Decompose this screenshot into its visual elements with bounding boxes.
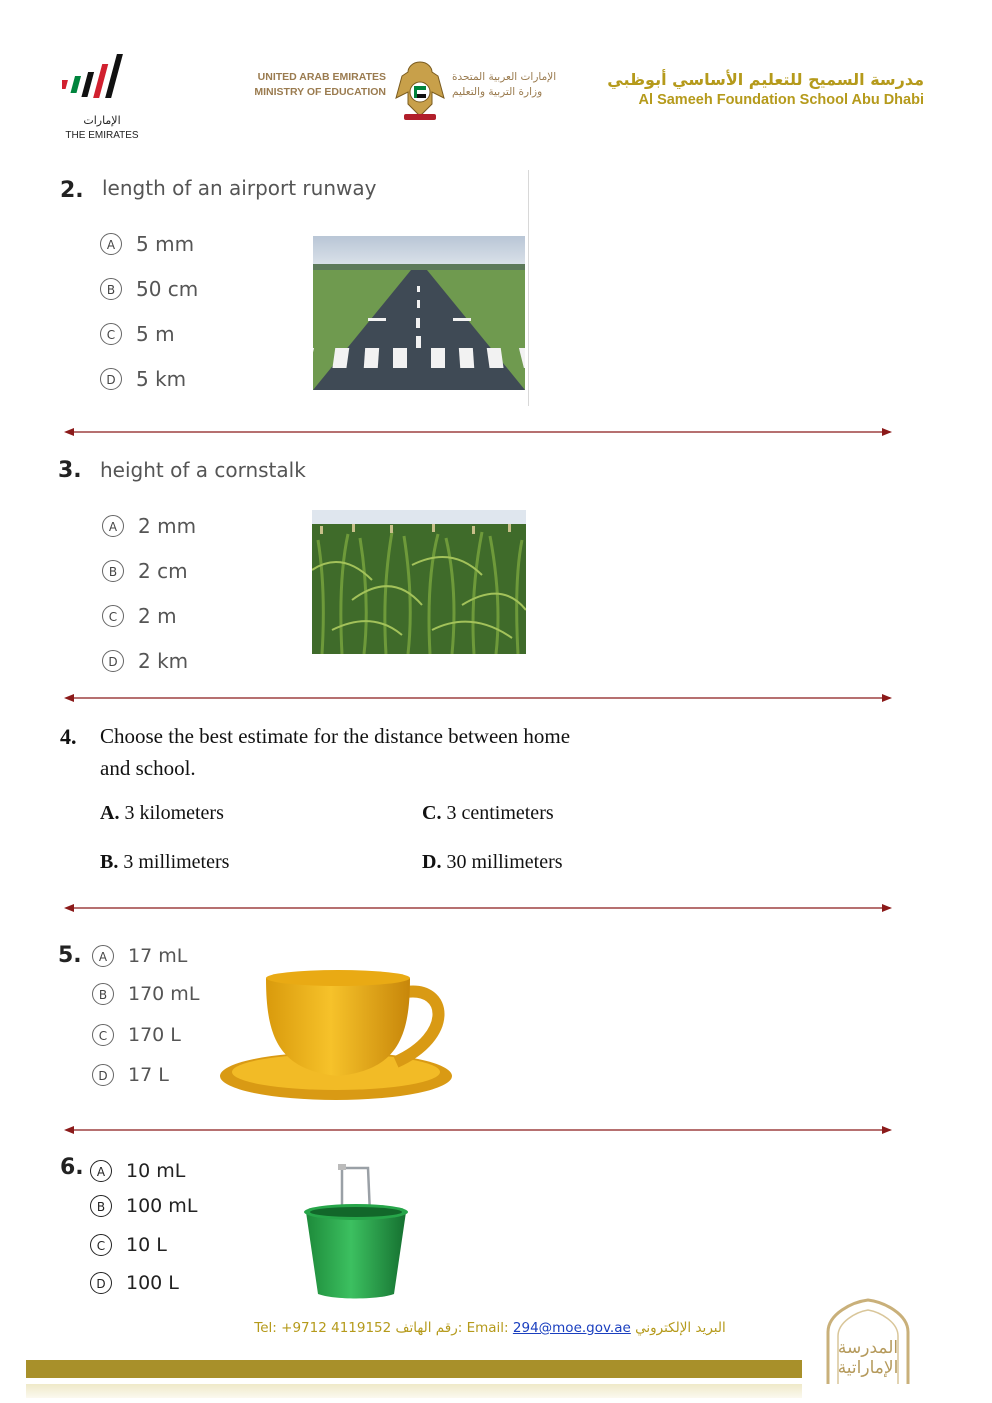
option-letter-circle: D: [90, 1272, 112, 1294]
question-4-option-c[interactable]: [422, 802, 554, 825]
option-text: 17 mL: [128, 945, 188, 967]
question-5-option-a[interactable]: [92, 945, 187, 967]
option-text: 2 m: [138, 604, 177, 628]
option-text: 2 km: [138, 649, 189, 673]
option-letter-circle: A: [102, 515, 124, 537]
question-3-option-a[interactable]: [102, 514, 196, 538]
option-text: 50 cm: [136, 277, 199, 301]
question-3-option-c[interactable]: [102, 604, 177, 628]
emirates-logo-arabic: الإمارات: [83, 114, 121, 127]
option-text: 2 mm: [138, 514, 197, 538]
uae-emblem-icon: [394, 58, 446, 122]
ministry-line-1: UNITED ARAB EMIRATES: [257, 71, 386, 83]
question-6-option-d[interactable]: [90, 1272, 179, 1294]
question-3-option-d[interactable]: [102, 649, 188, 673]
section-divider: [64, 1124, 892, 1136]
question-6-option-b[interactable]: [90, 1195, 197, 1217]
question-2-option-a[interactable]: [100, 232, 194, 256]
question-4-option-d[interactable]: [422, 851, 563, 874]
option-text: 2 cm: [138, 559, 188, 583]
option-text: 170 L: [128, 1024, 181, 1046]
cornfield-photo: [312, 510, 526, 654]
option-text: 3 centimeters: [446, 802, 554, 824]
logo-text-line-1: المدرسة: [837, 1338, 899, 1358]
question-5-option-b[interactable]: [92, 983, 199, 1005]
footer-contact: [180, 1320, 800, 1336]
question-3-number: 3.: [58, 458, 82, 483]
email-link[interactable]: 294@moe.gov.ae: [512, 1320, 631, 1336]
ministry-ar-line-2: وزارة التربية والتعليم: [452, 86, 543, 98]
question-5-option-c[interactable]: [92, 1024, 181, 1046]
question-4-number: 4.: [60, 724, 77, 749]
option-letter-circle: A: [92, 945, 114, 967]
section-divider: [64, 426, 892, 438]
school-name-arabic: مدرسة السميح للتعليم الأساسي أبوظبي: [607, 70, 924, 89]
question-2-option-b[interactable]: [100, 277, 198, 301]
tel-label: Tel:: [254, 1320, 277, 1336]
option-text: 3 millimeters: [123, 851, 230, 873]
option-text: 100 mL: [126, 1195, 198, 1217]
ministry-line-2: MINISTRY OF EDUCATION: [254, 86, 386, 98]
question-4-option-a[interactable]: [100, 802, 224, 825]
footer-gold-bar: [26, 1360, 802, 1378]
green-bucket-photo: [298, 1162, 412, 1300]
option-letter-circle: B: [102, 560, 124, 582]
school-name-english: Al Sameeh Foundation School Abu Dhabi: [638, 92, 924, 108]
option-text: 10 mL: [126, 1160, 186, 1182]
question-6-option-c[interactable]: [90, 1234, 167, 1256]
option-text: 5 mm: [136, 232, 195, 256]
option-letter: A.: [100, 802, 120, 824]
option-text: 10 L: [126, 1234, 167, 1256]
option-text: 30 millimeters: [446, 851, 563, 873]
option-letter: B.: [100, 851, 119, 873]
question-5-number: 5.: [58, 943, 82, 968]
ministry-name-arabic: [452, 70, 592, 100]
option-text: 170 mL: [128, 983, 200, 1005]
email-label: Email:: [466, 1320, 509, 1336]
ministry-ar-line-1: الإمارات العربية المتحدة: [452, 71, 557, 83]
question-5-option-d[interactable]: [92, 1064, 169, 1086]
option-letter-circle: D: [100, 368, 122, 390]
question-2-option-c[interactable]: [100, 322, 175, 346]
footer-light-bar: [26, 1384, 802, 1398]
tel-label-arabic: رقم الهاتف:: [395, 1320, 463, 1336]
option-letter-circle: D: [92, 1064, 114, 1086]
option-letter-circle: B: [100, 278, 122, 300]
logo-text-line-2: الإماراتية: [837, 1358, 899, 1378]
option-letter-circle: C: [90, 1234, 112, 1256]
option-letter-circle: C: [100, 323, 122, 345]
question-4-option-b[interactable]: [100, 851, 229, 874]
ministry-name-english: [232, 70, 386, 100]
question-6-number: 6.: [60, 1155, 84, 1180]
option-text: 17 L: [128, 1064, 169, 1086]
option-letter: C.: [422, 802, 442, 824]
emirates-logo-english: THE EMIRATES: [65, 130, 139, 141]
question-3-text: height of a cornstalk: [100, 458, 306, 482]
option-letter-circle: D: [102, 650, 124, 672]
option-text: 5 km: [136, 367, 187, 391]
emirati-school-logo-text: [812, 1338, 924, 1378]
yellow-cup-photo: [218, 966, 454, 1108]
question-2-text: length of an airport runway: [102, 176, 377, 200]
tel-number: +9712 4119152: [281, 1320, 392, 1336]
option-letter-circle: B: [90, 1195, 112, 1217]
airport-runway-photo: [313, 236, 525, 390]
option-text: 100 L: [126, 1272, 179, 1294]
question-3-option-b[interactable]: [102, 559, 188, 583]
option-text: 5 m: [136, 322, 175, 346]
email-label-arabic: البريد الإلكتروني: [635, 1320, 726, 1336]
option-letter-circle: A: [100, 233, 122, 255]
option-letter-circle: C: [92, 1024, 114, 1046]
option-text: 3 kilometers: [124, 802, 224, 824]
question-4-text-line-1: Choose the best estimate for the distance between home: [100, 724, 571, 748]
option-letter-circle: C: [102, 605, 124, 627]
image-border-line: [528, 170, 529, 406]
section-divider: [64, 902, 892, 914]
question-6-option-a[interactable]: [90, 1160, 185, 1182]
question-4-text-line-2: and school.: [100, 756, 196, 780]
option-letter-circle: B: [92, 983, 114, 1005]
question-2-option-d[interactable]: [100, 367, 186, 391]
section-divider: [64, 692, 892, 704]
option-letter-circle: A: [90, 1160, 112, 1182]
question-2-number: 2.: [60, 178, 84, 203]
option-letter: D.: [422, 851, 442, 873]
